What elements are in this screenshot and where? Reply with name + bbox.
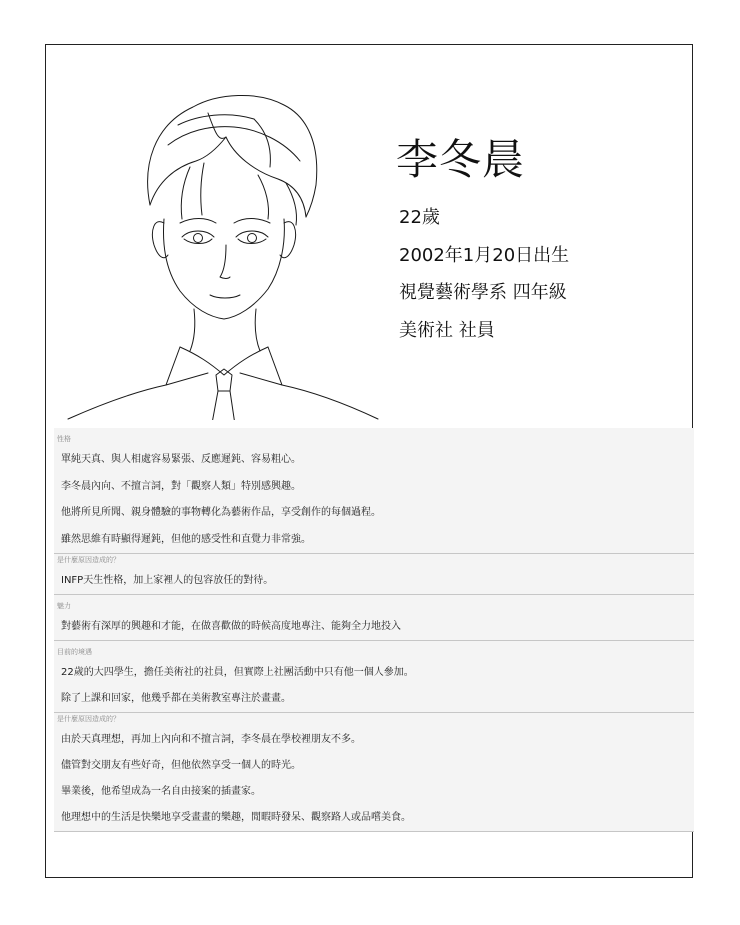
profile-info bbox=[396, 137, 569, 349]
section-cause-situation bbox=[54, 713, 694, 832]
section-label: 是什麼原因造成的？ bbox=[57, 556, 120, 564]
section-line: 畢業後，他希望成為一名自由接案的插畫家。 bbox=[61, 786, 261, 797]
section-line: 單純天真、與人相處容易緊張、反應遲鈍、容易粗心。 bbox=[61, 454, 301, 465]
section-line: INFP天生性格，加上家裡人的包容放任的對待。 bbox=[61, 575, 274, 586]
section-line: 除了上課和回家，他幾乎都在美術教室專注於畫畫。 bbox=[61, 693, 291, 704]
section-line: 他理想中的生活是快樂地享受畫畫的樂趣，閒暇時發呆、觀察路人或品嚐美食。 bbox=[61, 812, 411, 823]
section-label: 性格 bbox=[57, 435, 71, 443]
character-portrait bbox=[58, 85, 388, 420]
section-line: 22歲的大四學生，擔任美術社的社員，但實際上社團活動中只有他一個人參加。 bbox=[61, 667, 414, 678]
section-line: 由於天真理想，再加上內向和不擅言詞，李冬晨在學校裡朋友不多。 bbox=[61, 734, 361, 745]
age-text: 22歲 bbox=[399, 207, 440, 229]
birth-date-text: 2002年1月20日出生 bbox=[399, 244, 570, 266]
section-personality bbox=[54, 428, 694, 554]
section-label: 目前的境遇 bbox=[57, 648, 92, 656]
section-line: 對藝術有深厚的興趣和才能，在做喜歡做的時候高度地專注、能夠全力地投入 bbox=[61, 621, 401, 632]
section-label: 是什麼原因造成的？ bbox=[57, 715, 120, 723]
section-line: 儘管對交朋友有些好奇，但他依然享受一個人的時光。 bbox=[61, 760, 301, 771]
section-label: 魅力 bbox=[57, 602, 71, 610]
club-text: 美術社 社員 bbox=[399, 319, 495, 341]
section-current-situation bbox=[54, 641, 694, 713]
section-line: 他將所見所聞、親身體驗的事物轉化為藝術作品，享受創作的每個過程。 bbox=[61, 507, 381, 518]
profile-card bbox=[45, 44, 693, 878]
section-line: 李冬晨內向、不擅言詞，對「觀察人類」特別感興趣。 bbox=[61, 480, 301, 492]
character-name: 李冬晨 bbox=[396, 135, 526, 184]
section-cause-personality bbox=[54, 554, 694, 595]
department-text: 視覺藝術學系 四年級 bbox=[399, 282, 567, 304]
profile-sections bbox=[54, 428, 694, 832]
section-charm bbox=[54, 595, 694, 641]
section-line: 雖然思維有時顯得遲鈍，但他的感受性和直覺力非常強。 bbox=[61, 533, 311, 545]
